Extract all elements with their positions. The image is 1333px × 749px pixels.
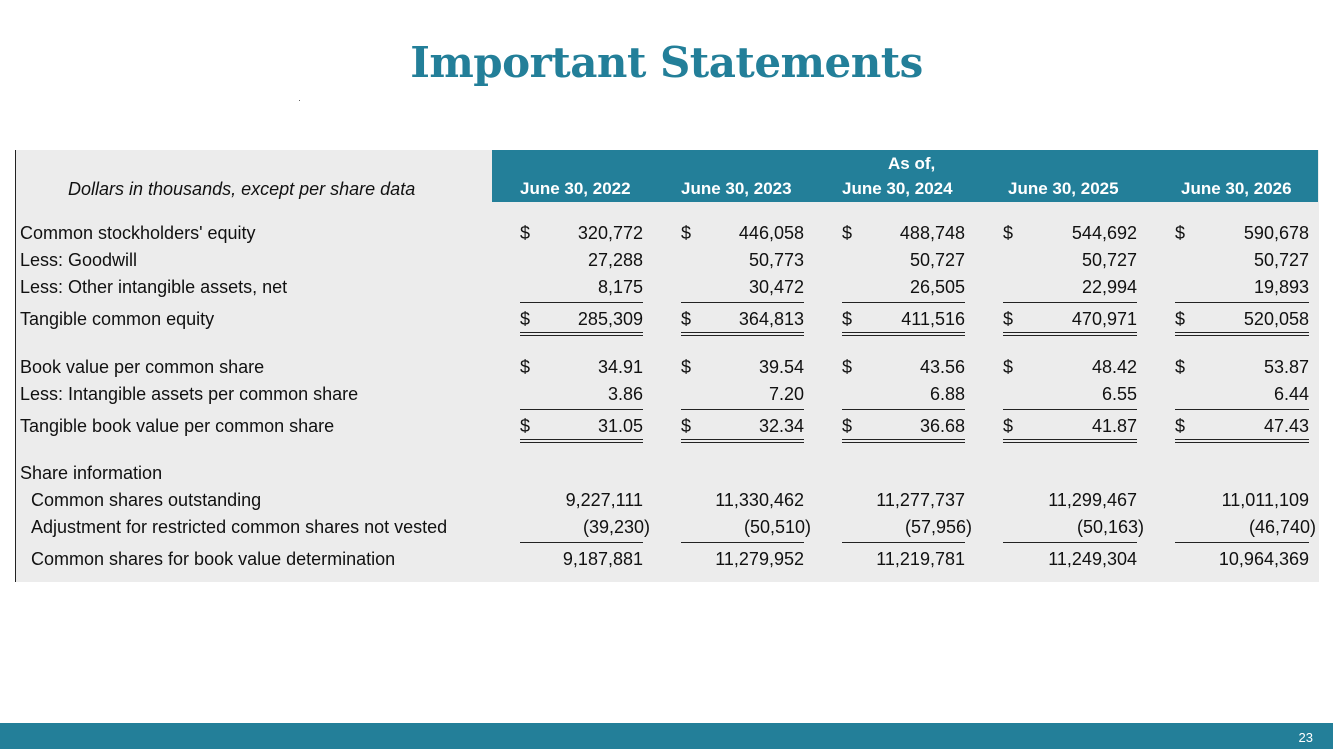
currency-symbol: $: [681, 357, 692, 377]
subtotal-underline: [1003, 542, 1137, 543]
currency-symbol: $: [520, 309, 531, 329]
currency-symbol: $: [1175, 357, 1186, 377]
table-cell: 43.56: [919, 357, 965, 377]
currency-symbol: $: [842, 223, 853, 243]
page-number: 23: [1298, 730, 1313, 745]
table-cell: 364,813: [738, 309, 804, 329]
row-label: Adjustment for restricted common shares not vested: [31, 517, 448, 537]
subtotal-underline: [842, 302, 965, 303]
currency-symbol: $: [1003, 309, 1014, 329]
row-label: Common shares for book value determination: [31, 549, 396, 569]
table-cell: 39.54: [758, 357, 804, 377]
table-cell: (50,510): [743, 517, 811, 537]
table-cell: 7.20: [768, 384, 804, 404]
row-label: Less: Intangible assets per common share: [20, 384, 359, 404]
table-cell: 10,964,369: [1218, 549, 1309, 569]
table-cell: 22,994: [1081, 277, 1137, 297]
row-label: Share information: [20, 463, 163, 483]
table-cell: 36.68: [919, 416, 965, 436]
total-double-underline: [520, 439, 643, 443]
table-cell: (50,163): [1076, 517, 1144, 537]
table-cell: 19,893: [1253, 277, 1309, 297]
table-cell: 11,277,737: [876, 490, 965, 510]
subtotal-underline: [1175, 302, 1309, 303]
table-cell: 3.86: [607, 384, 643, 404]
table-cell: 488,748: [899, 223, 965, 243]
page-title: Important Statements: [410, 38, 923, 87]
footer-bar: [0, 723, 1333, 749]
subtotal-underline: [1175, 542, 1309, 543]
table-cell: 285,309: [577, 309, 643, 329]
table-cell: 11,011,109: [1221, 490, 1309, 510]
currency-symbol: $: [520, 357, 531, 377]
currency-symbol: $: [520, 416, 531, 436]
table-cell: 26,505: [909, 277, 965, 297]
table-cell: 50,727: [1253, 250, 1309, 270]
table-cell: 53.87: [1263, 357, 1309, 377]
row-label: Tangible common equity: [20, 309, 215, 329]
table-cell: 11,279,952: [715, 549, 804, 569]
currency-symbol: $: [1003, 223, 1014, 243]
stray-dot: [299, 100, 300, 101]
row-label: Common stockholders' equity: [20, 223, 256, 243]
currency-symbol: $: [1175, 416, 1186, 436]
currency-symbol: $: [681, 223, 692, 243]
table-cell: 9,187,881: [562, 549, 643, 569]
total-double-underline: [1175, 332, 1309, 336]
column-header: June 30, 2026: [1181, 179, 1292, 198]
total-double-underline: [1175, 439, 1309, 443]
subtotal-underline: [681, 409, 804, 410]
table-cell: 50,727: [1081, 250, 1137, 270]
column-header: June 30, 2023: [681, 179, 792, 198]
subtotal-underline: [681, 542, 804, 543]
column-header: June 30, 2024: [842, 179, 953, 198]
total-double-underline: [1003, 439, 1137, 443]
column-header: June 30, 2022: [520, 179, 631, 198]
currency-symbol: $: [842, 416, 853, 436]
table-cell: 11,219,781: [876, 549, 965, 569]
table-cell: 6.55: [1101, 384, 1137, 404]
table-caption: Dollars in thousands, except per share data: [68, 179, 416, 199]
currency-symbol: $: [1003, 416, 1014, 436]
table-cell: 11,249,304: [1048, 549, 1137, 569]
as-of-header: As of,: [888, 154, 936, 173]
subtotal-underline: [1175, 409, 1309, 410]
currency-symbol: $: [1175, 309, 1186, 329]
subtotal-underline: [842, 409, 965, 410]
table-cell: 411,516: [901, 309, 965, 329]
row-label: Less: Goodwill: [20, 250, 138, 270]
subtotal-underline: [681, 302, 804, 303]
table-cell: 470,971: [1071, 309, 1137, 329]
table-cell: 544,692: [1071, 223, 1137, 243]
table-cell: 6.88: [929, 384, 965, 404]
total-double-underline: [842, 439, 965, 443]
table-cell: 41.87: [1091, 416, 1137, 436]
total-double-underline: [842, 332, 965, 336]
table-cell: 11,299,467: [1048, 490, 1137, 510]
table-cell: 8,175: [597, 277, 643, 297]
table-cell: 50,773: [748, 250, 804, 270]
row-label: Common shares outstanding: [31, 490, 262, 510]
table-cell: 50,727: [909, 250, 965, 270]
row-label: Less: Other intangible assets, net: [20, 277, 288, 297]
table-cell: 31.05: [597, 416, 643, 436]
table-cell: 520,058: [1243, 309, 1309, 329]
currency-symbol: $: [681, 416, 692, 436]
table-cell: (57,956): [904, 517, 972, 537]
total-double-underline: [681, 439, 804, 443]
currency-symbol: $: [842, 357, 853, 377]
table-cell: (39,230): [582, 517, 650, 537]
table-cell: 11,330,462: [715, 490, 804, 510]
table-cell: 590,678: [1243, 223, 1309, 243]
table-cell: 27,288: [587, 250, 643, 270]
table-cell: 9,227,111: [565, 490, 643, 510]
subtotal-underline: [842, 542, 965, 543]
subtotal-underline: [1003, 302, 1137, 303]
currency-symbol: $: [1175, 223, 1186, 243]
table-cell: 47.43: [1263, 416, 1309, 436]
table-cell: 34.91: [597, 357, 643, 377]
table-cell: 446,058: [738, 223, 804, 243]
table-cell: 32.34: [758, 416, 804, 436]
column-header: June 30, 2025: [1008, 179, 1119, 198]
subtotal-underline: [520, 302, 643, 303]
subtotal-underline: [520, 542, 643, 543]
currency-symbol: $: [681, 309, 692, 329]
currency-symbol: $: [1003, 357, 1014, 377]
total-double-underline: [1003, 332, 1137, 336]
total-double-underline: [681, 332, 804, 336]
currency-symbol: $: [842, 309, 853, 329]
currency-symbol: $: [520, 223, 531, 243]
table-cell: 6.44: [1273, 384, 1309, 404]
subtotal-underline: [1003, 409, 1137, 410]
row-label: Tangible book value per common share: [20, 416, 335, 436]
subtotal-underline: [520, 409, 643, 410]
row-label: Book value per common share: [20, 357, 265, 377]
table-cell: 320,772: [577, 223, 643, 243]
table-cell: 48.42: [1091, 357, 1137, 377]
table-cell: 30,472: [748, 277, 804, 297]
total-double-underline: [520, 332, 643, 336]
table-cell: (46,740): [1248, 517, 1316, 537]
